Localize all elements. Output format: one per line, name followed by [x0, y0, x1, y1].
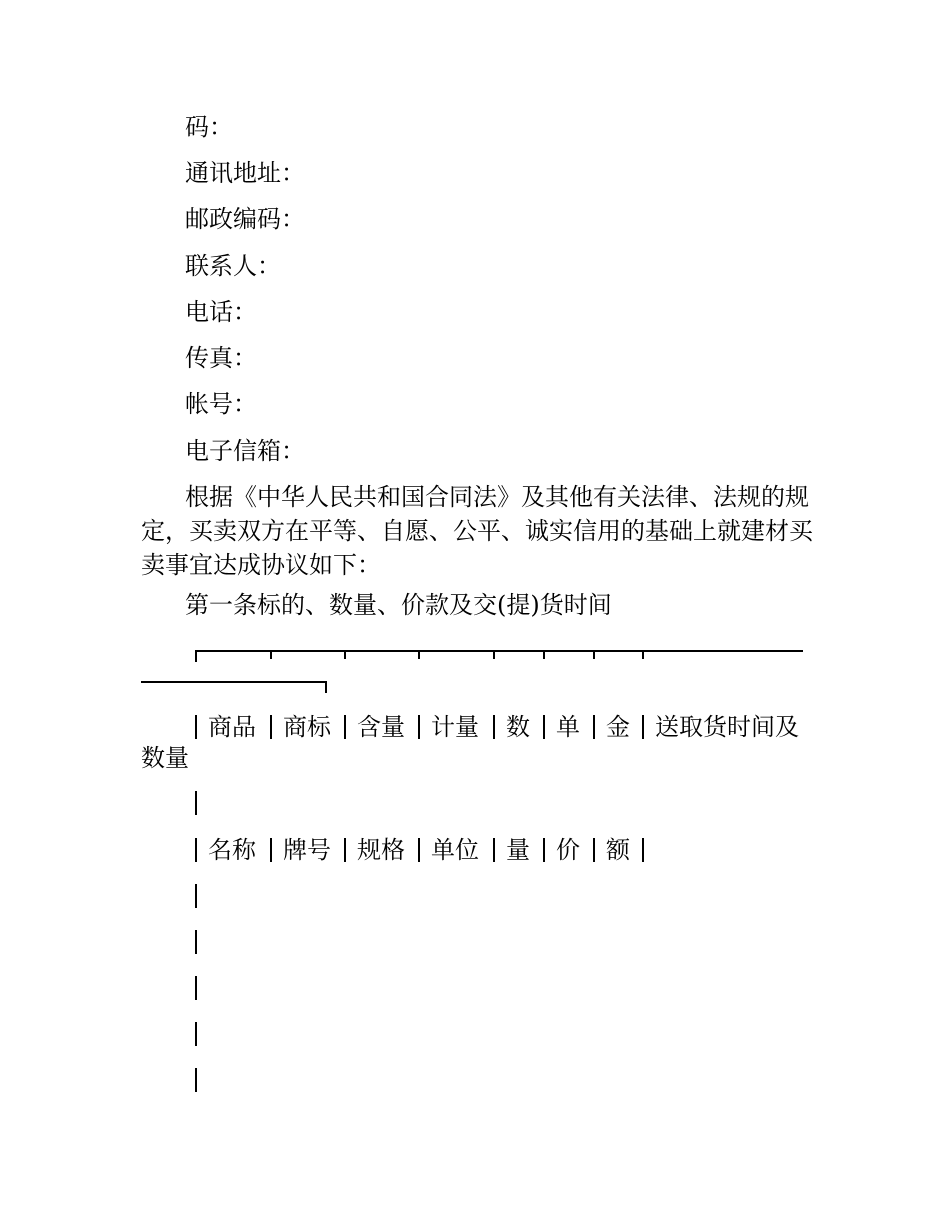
table-border-line: [195, 976, 197, 1000]
field-email: 电子信箱：: [185, 437, 305, 465]
field-fax: 传真：: [185, 344, 257, 372]
table-border-line: [195, 791, 197, 815]
table-border-line: [195, 884, 197, 908]
header-cell: 量: [506, 836, 530, 864]
header-cell: 牌号: [283, 836, 331, 864]
header-cell: 计量: [431, 713, 479, 741]
intro-paragraph: 根据《中华人民共和国合同法》及其他有关法律、法规的规定，买卖双方在平等、自愿、公平、诚实信用的基础上就建材买卖事宜达成协议如下：: [141, 483, 813, 579]
header-cell: 额: [606, 836, 630, 864]
header-cell: 规格: [357, 836, 405, 864]
article-1-heading: 第一条标的、数量、价款及交(提)货时间: [185, 591, 612, 619]
header-cell: 单: [556, 713, 580, 741]
field-contact: 联系人：: [185, 252, 281, 280]
table-border-line: [195, 1068, 197, 1092]
header-cell: 商品: [208, 713, 256, 741]
field-code-tail: 码：: [185, 113, 233, 141]
header-cell-delivery: 送取货时间及: [655, 713, 799, 741]
header-cell-delivery-wrap: 数量: [141, 744, 189, 772]
field-postcode: 邮政编码：: [185, 205, 305, 233]
header-cell: 价: [556, 836, 580, 864]
header-cell: 含量: [357, 713, 405, 741]
header-cell: 数: [506, 713, 530, 741]
field-phone: 电话：: [185, 298, 257, 326]
field-address: 通讯地址：: [185, 159, 305, 187]
table-border-line: [195, 1022, 197, 1046]
header-cell: 金: [606, 713, 630, 741]
header-cell: 商标: [283, 713, 331, 741]
header-cell: 名称: [208, 836, 256, 864]
field-account: 帐号：: [185, 390, 257, 418]
header-cell: 单位: [431, 836, 479, 864]
table-border-line: [195, 930, 197, 954]
